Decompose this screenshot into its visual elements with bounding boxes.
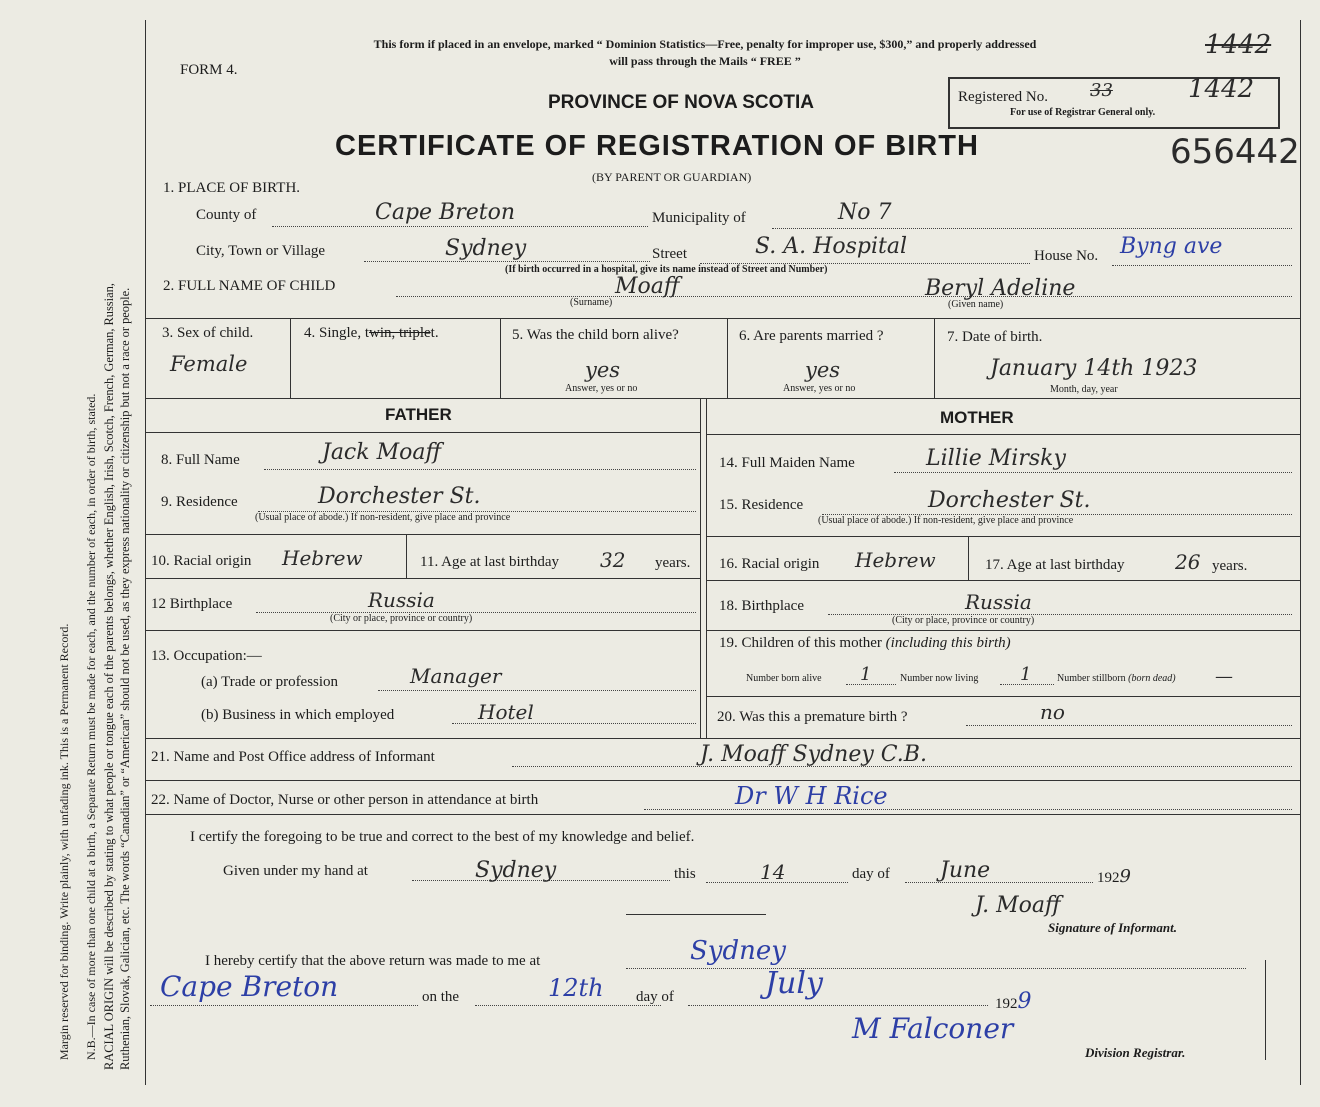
margin-note-2: N.B.—In case of more than one child at a birth, a Separate Return must be made for each, and the number of each, in order of birth, stated.: [84, 393, 98, 1060]
mother-residence-caption: (Usual place of abode.) If non-resident, give place and province: [818, 515, 1074, 526]
registered-struck: 33: [1090, 80, 1113, 101]
this-label: this: [674, 866, 696, 882]
municipality-value: No 7: [838, 200, 892, 225]
row3-div4: [934, 318, 935, 398]
street-note: (If birth occurred in a hospital, give its name instead of Street and Number): [505, 264, 828, 275]
registrar-month-line: [688, 1005, 988, 1006]
father-birthplace-label: 12 Birthplace: [151, 596, 233, 612]
day-value: 14: [760, 860, 786, 884]
plurality-label: 4. Single, twin, triplet.: [304, 325, 439, 341]
father-racial-div: [406, 534, 407, 578]
mother-birthplace-caption: (City or place, province or country): [892, 615, 1035, 626]
mother-age-unit: years.: [1212, 558, 1248, 574]
registrar-day-of-label: day of: [636, 989, 674, 1005]
county-value: Cape Breton: [375, 200, 516, 225]
father-name-line: [264, 469, 696, 470]
county-line: [272, 226, 648, 227]
occupation-label: 13. Occupation:—: [151, 648, 262, 664]
house-value: Byng ave: [1120, 234, 1223, 259]
trade-value: Manager: [410, 664, 502, 688]
parents-married-label: 6. Are parents married ?: [739, 328, 884, 344]
premature-line: [966, 725, 1292, 726]
day-of-label: day of: [852, 866, 890, 882]
registrar-county-line: [150, 1005, 418, 1006]
registrar-year-label: 1929: [995, 989, 1032, 1014]
street-value: S. A. Hospital: [755, 234, 907, 259]
given-under-label: Given under my hand at: [223, 863, 368, 879]
sex-label: 3. Sex of child.: [162, 325, 254, 341]
father-name-value: Jack Moaff: [322, 440, 442, 465]
doctor-label: 22. Name of Doctor, Nurse or other person in attendance at birth: [151, 792, 539, 808]
born-alive-caption: Answer, yes or no: [565, 383, 638, 394]
born-alive-value: yes: [585, 358, 621, 382]
registrar-place-line: [626, 968, 1246, 969]
dob-value: January 14th 1923: [990, 356, 1198, 381]
given-place-value: Sydney: [475, 858, 557, 883]
children-label: 19. Children of this mother (including this birth): [719, 635, 1011, 651]
stillborn-label: Number stillborn (born dead): [1057, 673, 1176, 684]
bracket-line: [1265, 960, 1266, 1060]
mother-racial-value: Hebrew: [855, 548, 936, 572]
given-value: Beryl Adeline: [925, 276, 1076, 301]
father-birthplace-line: [256, 612, 696, 613]
registered-number: 1442: [1188, 74, 1255, 104]
column-divider-left: [700, 398, 701, 738]
registrar-county-value: Cape Breton: [160, 970, 339, 1003]
father-age-value: 32: [600, 548, 626, 572]
section-rule-22: [145, 780, 1300, 781]
margin-note-1: Margin reserved for binding. Write plainly, with unfading ink. This is a Permanent Record.: [57, 623, 71, 1060]
certify-statement: I certify the foregoing to be true and correct to the best of my knowledge and belief.: [190, 829, 695, 845]
father-rule-1: [145, 534, 700, 535]
given-caption: (Given name): [948, 299, 1004, 310]
registrar-note: For use of Registrar General only.: [1010, 107, 1156, 118]
city-value: Sydney: [445, 236, 527, 261]
born-alive-label: 5. Was the child born alive?: [512, 327, 679, 343]
premature-label: 20. Was this a premature birth ?: [717, 709, 908, 725]
mother-rule-1: [706, 536, 1300, 537]
born-alive-count-label: Number born alive: [746, 673, 822, 684]
father-heading: FATHER: [385, 405, 452, 424]
top-right-struck: 1442: [1205, 30, 1272, 60]
on-the-label: on the: [422, 989, 460, 1005]
row3-top: [145, 318, 1300, 319]
parents-married-caption: Answer, yes or no: [783, 383, 856, 394]
father-rule-3: [145, 630, 700, 631]
form-number: FORM 4.: [180, 62, 238, 78]
year-label: 1929: [1097, 866, 1131, 887]
mother-residence-value: Dorchester St.: [928, 488, 1091, 513]
row3-div2: [500, 318, 501, 398]
father-racial-label: 10. Racial origin: [151, 553, 252, 569]
margin-note-4: Ruthenian, Slovak, Galician, etc. The words “Canadian” or “American” should not be used, as they express nationality or citizenship but not a race or people.: [118, 287, 132, 1070]
premature-value: no: [1040, 700, 1065, 724]
mother-age-value: 26: [1175, 550, 1201, 574]
registered-label: Registered No.: [958, 89, 1048, 105]
row3-bottom: [145, 398, 1300, 399]
informant-value: J. Moaff Sydney C.B.: [700, 742, 927, 767]
mail-notice: This form if placed in an envelope, marked “ Dominion Statistics—Free, penalty for improper use, $300,” and properly addressed will pass through the Mails “ FREE ”: [373, 37, 1037, 68]
mother-birthplace-label: 18. Birthplace: [719, 598, 804, 614]
now-living-label: Number now living: [900, 673, 979, 684]
parents-married-value: yes: [805, 358, 841, 382]
mother-rule-2: [706, 580, 1300, 581]
father-heading-rule: [145, 432, 700, 433]
father-name-label: 8. Full Name: [161, 452, 240, 468]
now-living-value: 1: [1020, 664, 1032, 685]
father-residence-caption: (Usual place of abode.) If non-resident, give place and province: [255, 512, 511, 523]
place-of-birth-label: 1. PLACE OF BIRTH.: [163, 180, 301, 196]
child-name-label: 2. FULL NAME OF CHILD: [163, 278, 336, 294]
page-title: CERTIFICATE OF REGISTRATION OF BIRTH: [335, 130, 979, 162]
city-line: [364, 261, 650, 262]
column-divider-right: [706, 398, 707, 738]
row3-div3: [727, 318, 728, 398]
short-rule: [626, 914, 766, 915]
father-racial-value: Hebrew: [282, 546, 363, 570]
registrar-signature: M Falconer: [852, 1012, 1014, 1045]
mother-name-label: 14. Full Maiden Name: [719, 455, 855, 471]
month-line: [905, 882, 1093, 883]
street-label: Street: [652, 246, 687, 262]
father-age-unit: years.: [655, 555, 691, 571]
section-rule-21: [145, 738, 1300, 739]
dob-label: 7. Date of birth.: [947, 329, 1043, 345]
page-subtitle: (BY PARENT OR GUARDIAN): [592, 170, 752, 184]
registrar-day-value: 12th: [548, 974, 604, 1002]
county-label: County of: [196, 207, 257, 223]
mother-residence-label: 15. Residence: [719, 497, 804, 513]
informant-signature: J. Moaff: [975, 893, 1061, 918]
house-line: [1112, 265, 1292, 266]
father-age-label: 11. Age at last birthday: [420, 554, 559, 570]
registrar-day-line: [475, 1005, 661, 1006]
section-rule-certify: [145, 814, 1300, 815]
child-name-line: [396, 296, 1292, 297]
row3-div1: [290, 318, 291, 398]
business-label: (b) Business in which employed: [201, 707, 395, 723]
province-title: PROVINCE OF NOVA SCOTIA: [548, 92, 815, 113]
dob-caption: Month, day, year: [1050, 384, 1118, 395]
division-registrar-caption: Division Registrar.: [1085, 1045, 1186, 1060]
mother-rule-3: [706, 630, 1300, 631]
trade-label: (a) Trade or profession: [201, 674, 339, 690]
business-value: Hotel: [478, 700, 534, 724]
father-birthplace-caption: (City or place, province or country): [330, 613, 473, 624]
stillborn-value: —: [1215, 666, 1233, 687]
sex-value: Female: [170, 352, 248, 376]
registrar-place-value: Sydney: [690, 936, 786, 966]
mother-birthplace-value: Russia: [965, 590, 1032, 614]
municipality-line: [772, 228, 1292, 229]
form-left-border: [145, 20, 146, 1085]
informant-signature-caption: Signature of Informant.: [1048, 920, 1177, 935]
informant-label: 21. Name and Post Office address of Informant: [151, 749, 435, 765]
month-value: June: [940, 858, 991, 883]
father-residence-value: Dorchester St.: [318, 484, 481, 509]
margin-note-3: RACIAL ORIGIN will be described by stating to what people or tongue each of the parents belongs, whether English, Irish, Scotch, French, German, Russian,: [102, 283, 116, 1070]
registrar-month-value: July: [765, 966, 823, 1001]
surname-caption: (Surname): [570, 297, 613, 308]
mother-heading-rule: [706, 434, 1300, 435]
registrar-statement: I hereby certify that the above return was made to me at: [205, 953, 541, 969]
doctor-value: Dr W H Rice: [735, 782, 888, 810]
mother-name-value: Lillie Mirsky: [926, 446, 1066, 471]
mother-rule-4: [706, 696, 1300, 697]
father-rule-2: [145, 578, 700, 579]
mother-age-label: 17. Age at last birthday: [985, 557, 1125, 573]
city-label: City, Town or Village: [196, 243, 326, 259]
form-right-border: [1300, 20, 1301, 1085]
mother-heading: MOTHER: [940, 408, 1014, 427]
mother-name-line: [894, 472, 1292, 473]
house-label: House No.: [1034, 248, 1099, 264]
mother-racial-div: [968, 536, 969, 580]
trade-line: [378, 690, 696, 691]
born-alive-count-value: 1: [860, 664, 872, 685]
surname-value: Moaff: [615, 274, 680, 299]
municipality-label: Municipality of: [652, 210, 746, 226]
mother-racial-label: 16. Racial origin: [719, 556, 820, 572]
top-right-number: 656442: [1170, 132, 1300, 172]
father-residence-label: 9. Residence: [161, 494, 238, 510]
father-birthplace-value: Russia: [368, 588, 435, 612]
